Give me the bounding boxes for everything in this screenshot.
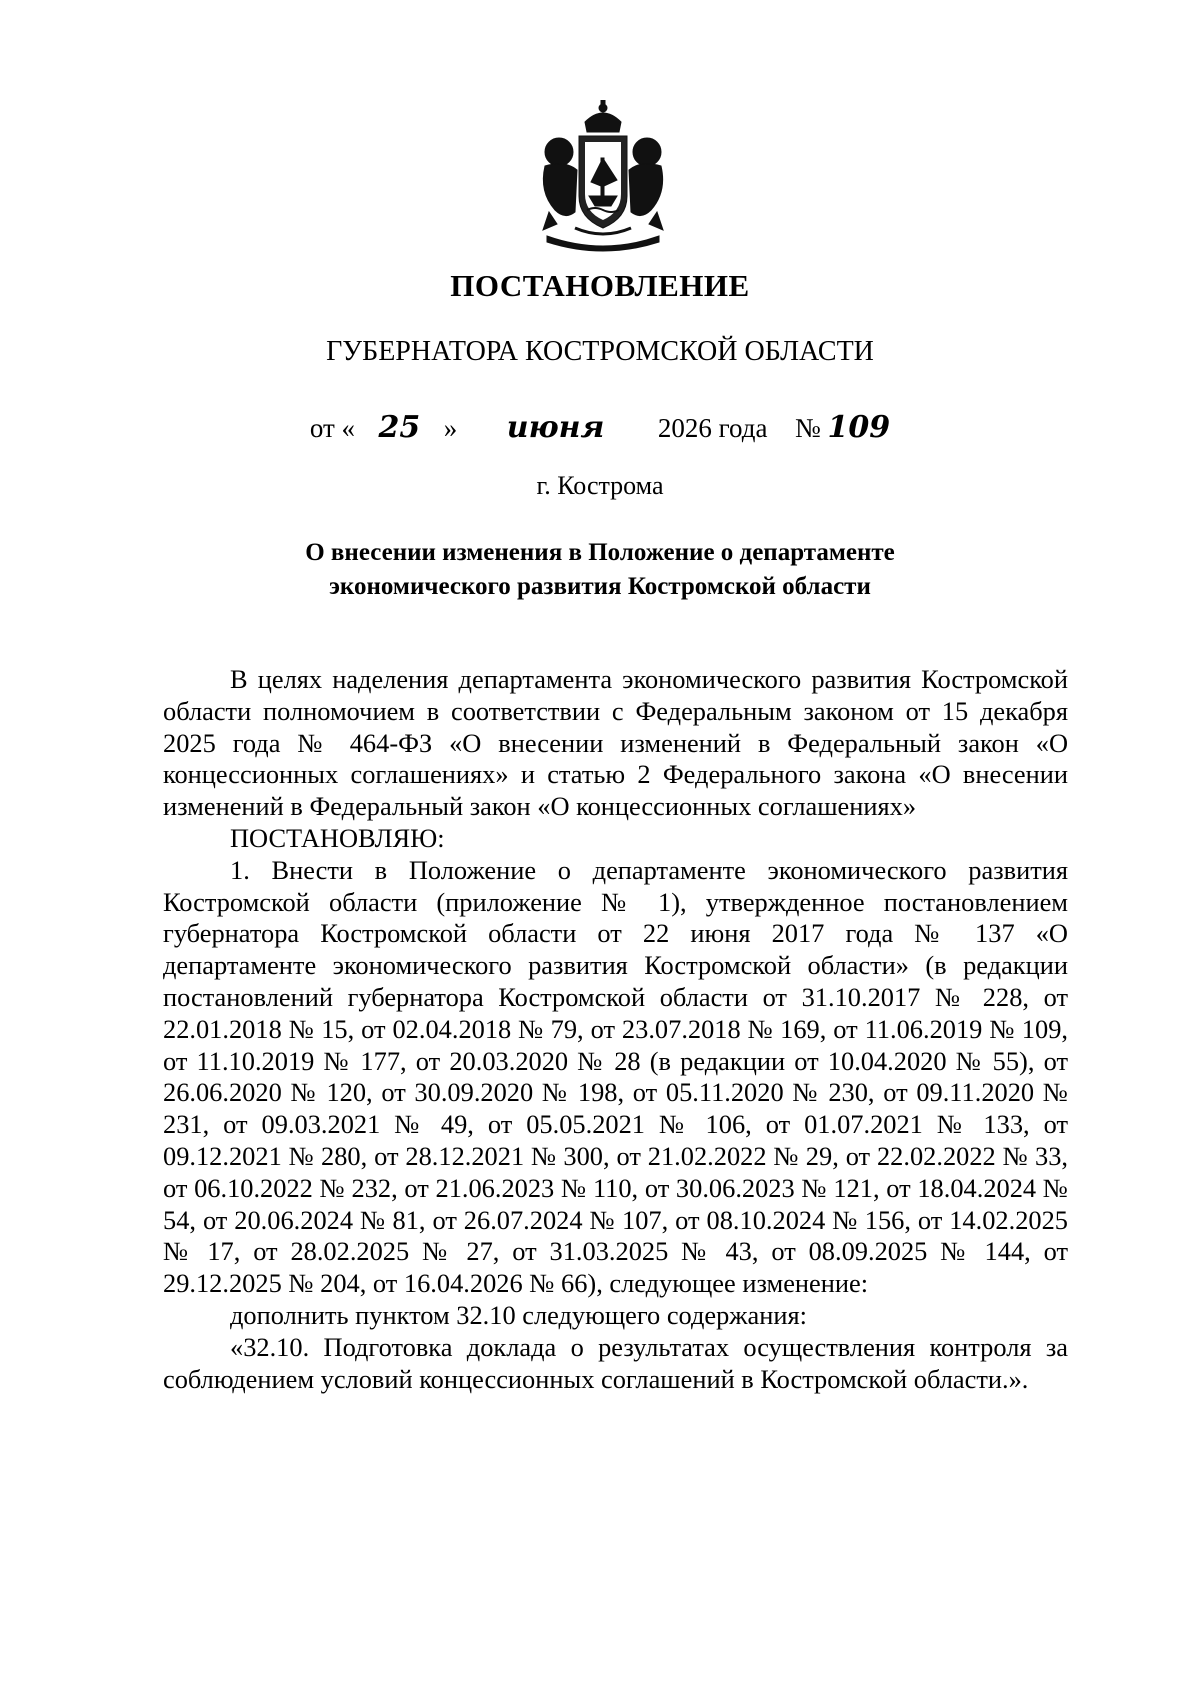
date-and-number-line	[0, 410, 1200, 445]
amendment-intro: дополнить пунктом 32.10 следующего содержания:	[230, 1299, 807, 1330]
handwritten-month: июня	[506, 410, 605, 445]
document-subject	[0, 536, 1200, 604]
document-body	[163, 664, 1068, 1395]
number-sign: №	[795, 413, 821, 443]
amendment-text: «32.10. Подготовка доклада о результатах осуществления контроля за соблюдением условий концессионных соглашений в Костромской области.».	[163, 1331, 1068, 1394]
handwritten-day: 25	[378, 410, 421, 445]
issuing-authority: ГУБЕРНАТОРА КОСТРОМСКОЙ ОБЛАСТИ	[326, 336, 874, 367]
coat-of-arms-icon	[535, 100, 671, 252]
decree-word: ПОСТАНОВЛЯЮ:	[230, 822, 445, 853]
subject-line-1: О внесении изменения в Положение о департаменте	[305, 539, 895, 566]
city-of-issue: г. Кострома	[536, 471, 664, 500]
document-title: ПОСТАНОВЛЕНИЕ	[450, 268, 750, 303]
handwritten-number: 109	[827, 410, 891, 445]
date-close-quote: »	[443, 413, 458, 443]
item-1-paragraph: 1. Внести в Положение о департаменте экономического развития Костромской области (приложение № 1), утвержденное постановлением губернатора Костромской области от 22 июня 2017 года № 137 «О департаменте экономического развития Костромской области» (в редакции постановлений губернатора Костромской области от 31.10.2017 № 228, от 22.01.2018 № 15, от 02.04.2018 № 79, от 23.07.2018 № 169, от 11.06.2019 № 109, от 11.10.2019 № 177, от 20.03.2020 № 28 (в редакции от 10.04.2020 № 55), от 26.06.2020 № 120, от 30.09.2020 № 198, от 05.11.2020 № 230, от 09.11.2020 № 231, от 09.03.2021 № 49, от 05.05.2021 № 106, от 01.07.2021 № 133, от 09.12.2021 № 280, от 28.12.2021 № 300, от 21.02.2022 № 29, от 22.02.2022 № 33, от 06.10.2022 № 232, от 21.06.2023 № 110, от 30.06.2023 № 121, от 18.04.2024 № 54, от 20.06.2024 № 81, от 26.07.2024 № 107, от 08.10.2024 № 156, от 14.02.2025 № 17, от 28.02.2025 № 27, от 31.03.2025 № 43, от 08.09.2025 № 144, от 29.12.2025 № 204, от 16.04.2026 № 66), следующее изменение:	[163, 854, 1068, 1299]
preamble-paragraph: В целях наделения департамента экономического развития Костромской области полномочием в соответствии с Федеральным законом от 15 декабря 2025 года № 464-ФЗ «О внесении изменений в Федеральный закон «О концессионных соглашениях» и статью 2 Федерального закона «О внесении изменений в Федеральный закон «О концессионных соглашениях»	[163, 664, 1068, 822]
document-year: 2026 года	[657, 413, 768, 443]
date-prefix: от «	[309, 413, 356, 443]
subject-line-2: экономического развития Костромской области	[329, 573, 871, 600]
